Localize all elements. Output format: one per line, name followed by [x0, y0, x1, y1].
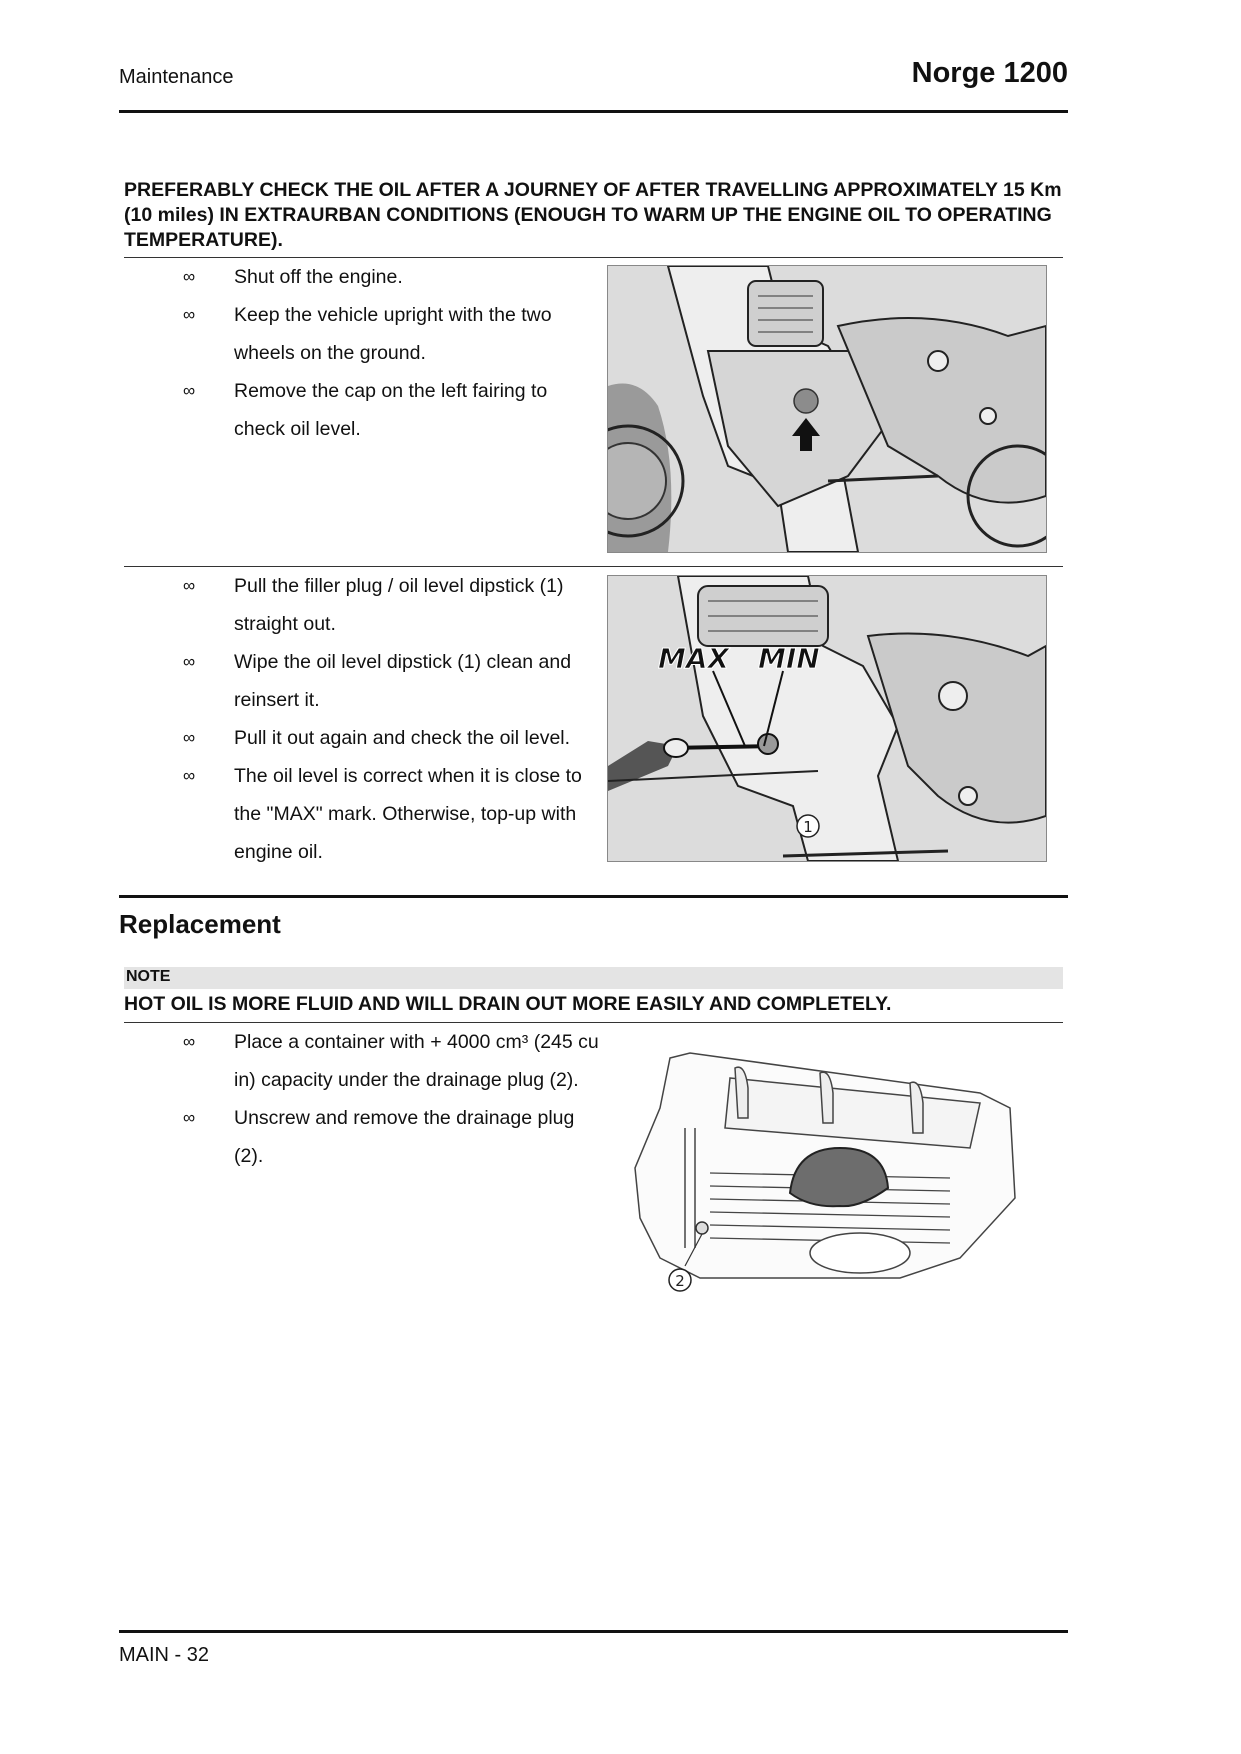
dipstick-figure	[607, 575, 1047, 862]
step-text: Wipe the oil level dipstick (1) clean and reinsert it.	[234, 651, 572, 711]
step-text: Pull the filler plug / oil level dipstick (1) straight out.	[234, 575, 564, 635]
bullet-icon: ∞	[183, 576, 196, 595]
section-rule	[119, 895, 1068, 898]
list-item	[183, 757, 603, 871]
bullet-icon: ∞	[183, 728, 196, 747]
dipstick-illustration	[608, 576, 1046, 861]
callout-1: 1	[803, 818, 813, 836]
step-text: The oil level is correct when it is close to the "MAX" mark. Otherwise, top-up with engine oil.	[234, 765, 582, 863]
list-item	[183, 1099, 603, 1175]
list-item	[183, 643, 603, 719]
oil-sump-illustration	[630, 1048, 1025, 1296]
bullet-icon: ∞	[183, 305, 196, 324]
steps-list-a	[183, 258, 603, 448]
list-item	[183, 372, 603, 448]
drain-plug-figure	[630, 1048, 1025, 1296]
document-title: Norge 1200	[911, 57, 1068, 89]
page-number: MAIN - 32	[119, 1644, 210, 1666]
note-bar	[124, 967, 1063, 989]
step-text: Keep the vehicle upright with the two wheels on the ground.	[234, 304, 552, 364]
bullet-icon: ∞	[183, 766, 196, 785]
note-text: HOT OIL IS MORE FLUID AND WILL DRAIN OUT MORE EASILY AND COMPLETELY.	[124, 993, 892, 1015]
warning-text: PREFERABLY CHECK THE OIL AFTER A JOURNEY OF AFTER TRAVELLING APPROXIMATELY 15 Km (10 miles) IN EXTRAURBAN CONDITIONS (ENOUGH TO WARM UP THE ENGINE OIL TO OPERATING TEMPERATURE).	[124, 179, 1062, 251]
steps-list-replacement	[183, 1023, 603, 1175]
section-label: Maintenance	[119, 66, 234, 88]
list-item	[183, 719, 603, 757]
note-label: NOTE	[126, 968, 171, 985]
callout-2: 2	[675, 1272, 685, 1290]
bullet-icon: ∞	[183, 267, 196, 286]
bullet-icon: ∞	[183, 1108, 196, 1127]
min-mark-label: MIN	[758, 642, 820, 675]
list-item	[183, 258, 603, 296]
list-item	[183, 296, 603, 372]
step-text: Unscrew and remove the drainage plug (2).	[234, 1107, 575, 1167]
motorcycle-side-illustration	[608, 266, 1046, 552]
max-mark-label: MAX	[658, 642, 730, 675]
steps-list-b	[183, 567, 603, 871]
bullet-icon: ∞	[183, 652, 196, 671]
fairing-cap-figure	[607, 265, 1047, 553]
list-item	[183, 567, 603, 643]
bullet-icon: ∞	[183, 1032, 196, 1051]
footer-rule	[119, 1630, 1068, 1633]
step-text: Pull it out again and check the oil level.	[234, 727, 571, 749]
header-rule	[119, 110, 1068, 113]
bullet-icon: ∞	[183, 381, 196, 400]
step-text: Remove the cap on the left fairing to check oil level.	[234, 380, 548, 440]
step-text: Shut off the engine.	[234, 266, 403, 288]
section-heading: Replacement	[119, 909, 281, 939]
list-item	[183, 1023, 603, 1099]
step-text: Place a container with + 4000 cm³ (245 cu in) capacity under the drainage plug (2).	[234, 1031, 599, 1091]
